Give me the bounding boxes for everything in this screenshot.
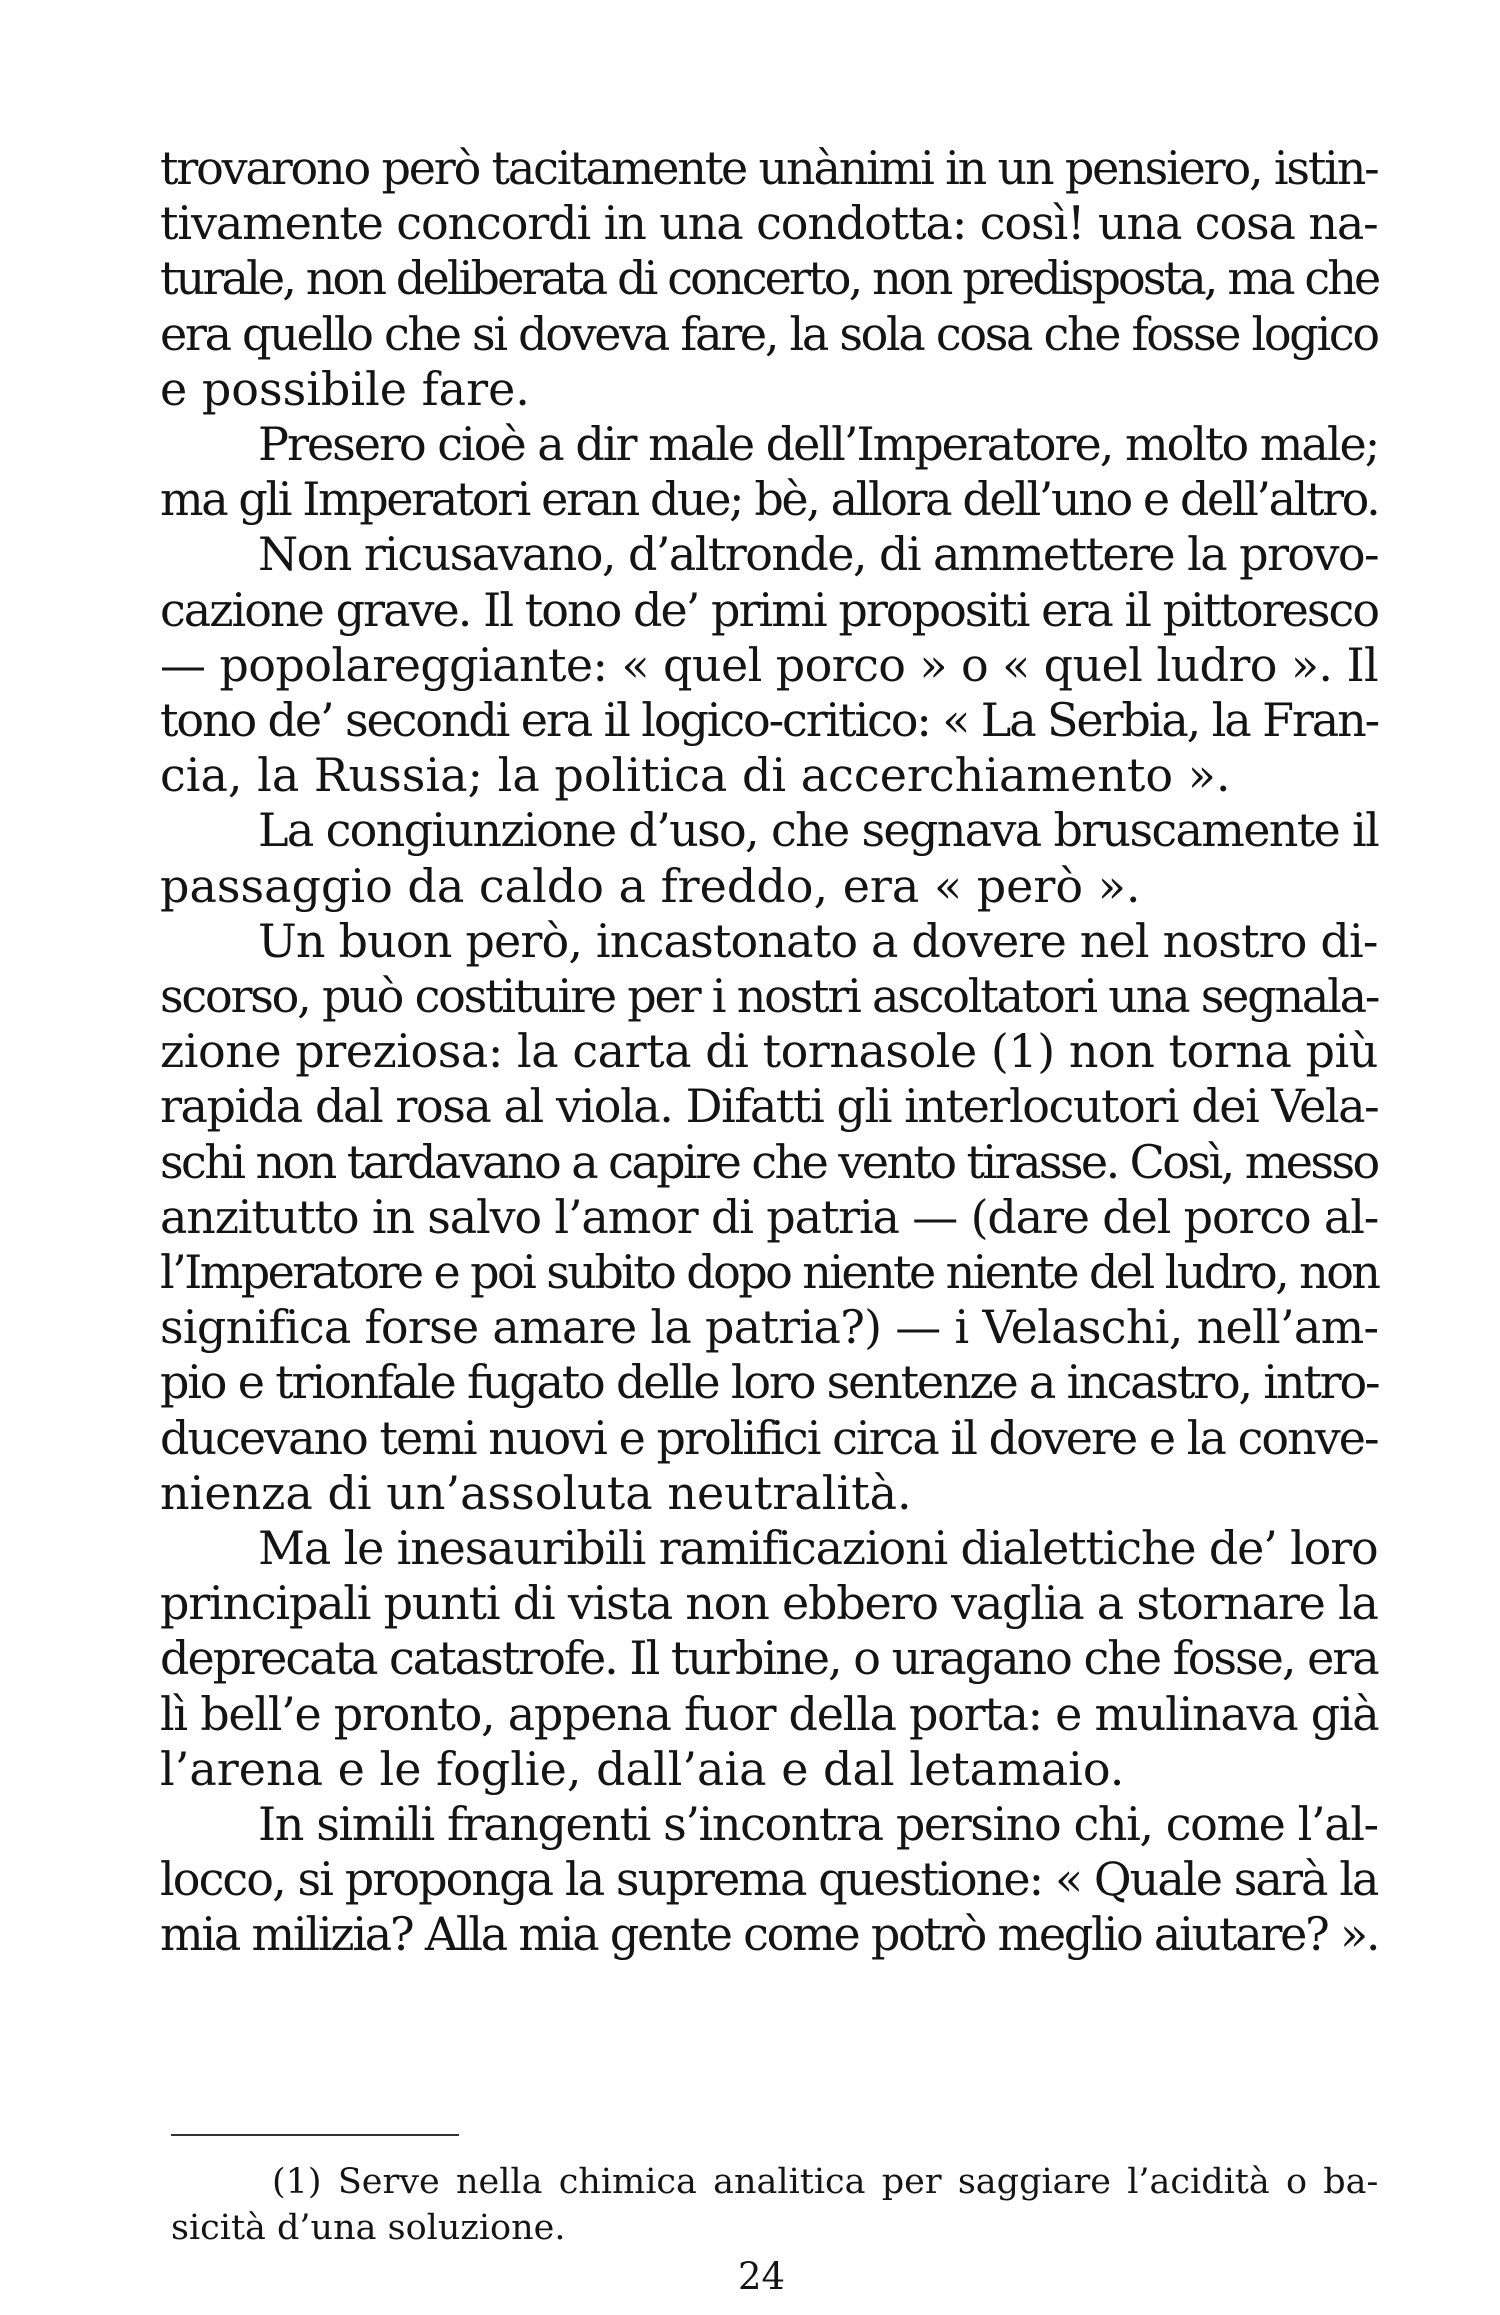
text-line: Un buon però, incastonato a dovere nel nostro di- — [258, 914, 1378, 968]
text-line: — popolareggiante: « quel porco » o « quel ludro ». Il — [160, 638, 1379, 692]
footnote-line: (1) Serve nella chimica analitica per saggiare l’acidità o ba- — [272, 2162, 1379, 2202]
text-line: mia milizia? Alla mia gente come potrò meglio aiutare? ». — [160, 1907, 1379, 1961]
text-line: rapida dal rosa al viola. Difatti gli interlocutori dei Vela- — [160, 1079, 1379, 1133]
footnote-separator — [171, 2134, 459, 2136]
text-line: locco, si proponga la suprema questione: « Quale sarà la — [160, 1852, 1378, 1906]
text-line: l’Imperatore e poi subito dopo niente niente del ludro, non — [160, 1245, 1379, 1299]
text-line: nienza di un’assoluta neutralità. — [160, 1466, 912, 1520]
text-line: scorso, può costituire per i nostri ascoltatori una segnala- — [160, 969, 1379, 1023]
text-line: pio e trionfale fugato delle loro sentenze a incastro, intro- — [160, 1355, 1379, 1409]
text-line: significa forse amare la patria?) — i Velaschi, nell’am- — [160, 1300, 1379, 1354]
text-line: lì bell’e pronto, appena fuor della porta: e mulinava già — [160, 1687, 1379, 1741]
text-line: deprecata catastrofe. Il turbine, o uragano che fosse, era — [160, 1631, 1378, 1685]
text-line: e possibile fare. — [160, 362, 530, 416]
text-line: cazione grave. Il tono de’ primi propositi era il pittoresco — [160, 583, 1379, 637]
text-line: cia, la Russia; la politica di accerchiamento ». — [160, 748, 1231, 802]
text-line: zione preziosa: la carta di tornasole (1) non torna più — [160, 1024, 1378, 1078]
text-line: La congiunzione d’uso, che segnava bruscamente il — [258, 803, 1379, 857]
text-line: turale, non deliberata di concerto, non predisposta, ma che — [160, 251, 1379, 305]
text-line: ducevano temi nuovi e prolifici circa il dovere e la conve- — [160, 1411, 1378, 1465]
text-line: Non ricusavano, d’altronde, di ammettere la provo- — [258, 527, 1379, 581]
text-line: In simili frangenti s’incontra persino chi, come l’al- — [258, 1797, 1378, 1851]
text-line: tivamente concordi in una condotta: così! una cosa na- — [160, 196, 1378, 250]
text-line: passaggio da caldo a freddo, era « però ». — [160, 859, 1141, 913]
text-line: tono de’ secondi era il logico-critico: « La Serbia, la Fran- — [160, 693, 1379, 747]
text-line: schi non tardavano a capire che vento tirasse. Così, messo — [160, 1135, 1378, 1189]
text-line: principali punti di vista non ebbero vaglia a stornare la — [160, 1576, 1378, 1630]
text-line: l’arena e le foglie, dall’aia e dal letamaio. — [160, 1742, 1125, 1796]
text-line: ma gli Imperatori eran due; bè, allora dell’uno e dell’altro. — [160, 472, 1379, 526]
text-line: Presero cioè a dir male dell’Imperatore, molto male; — [258, 417, 1379, 471]
text-line: trovarono però tacitamente unànimi in un pensiero, istin- — [160, 141, 1378, 195]
page-number: 24 — [738, 2255, 786, 2298]
footnote-line: sicità d’una soluzione. — [171, 2208, 566, 2248]
text-line: Ma le inesauribili ramificazioni dialettiche de’ loro — [258, 1521, 1378, 1575]
text-line: era quello che si doveva fare, la sola cosa che fosse logico — [160, 307, 1378, 361]
text-line: anzitutto in salvo l’amor di patria — (dare del porco al- — [160, 1190, 1379, 1244]
